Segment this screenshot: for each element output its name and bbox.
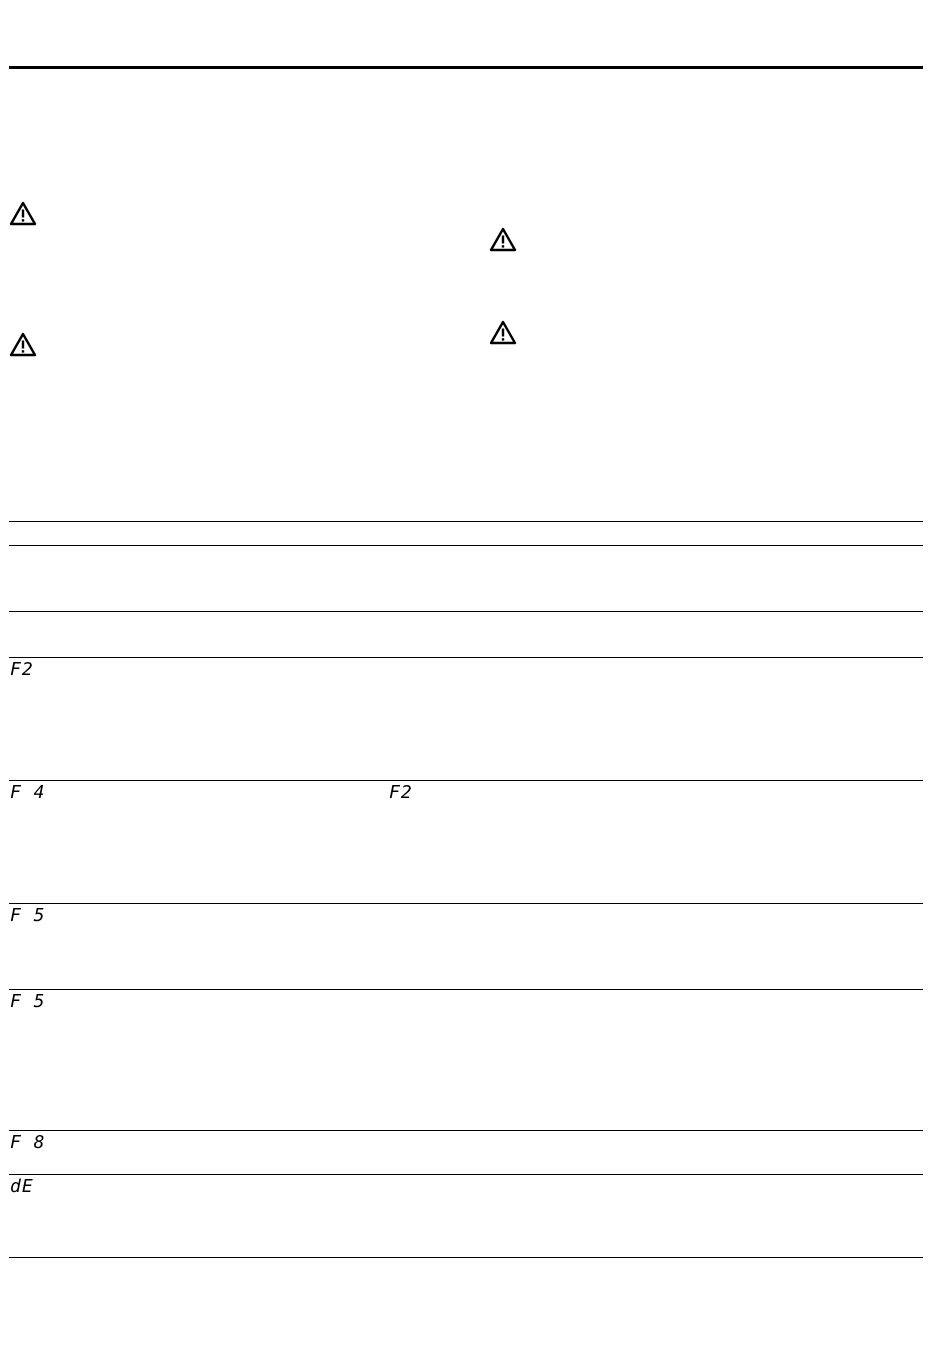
warning-triangle-icon xyxy=(9,332,37,358)
fault-code: F 5 xyxy=(10,991,46,1012)
table-row-divider xyxy=(9,989,923,990)
table-top-rule xyxy=(9,521,923,522)
table-row-divider xyxy=(9,780,923,781)
warning-triangle-icon xyxy=(489,320,517,346)
header-rule xyxy=(9,66,923,69)
fault-code: F 5 xyxy=(10,905,46,926)
table-row-divider xyxy=(9,657,923,658)
table-row-divider xyxy=(9,1130,923,1131)
fault-code: F2 xyxy=(10,659,34,680)
table-row-divider xyxy=(9,611,923,612)
table-row-divider xyxy=(9,903,923,904)
fault-code: F 4 xyxy=(10,782,46,803)
related-fault-code: F2 xyxy=(389,782,413,803)
fault-code: dE xyxy=(10,1176,34,1197)
warning-triangle-icon xyxy=(9,201,37,227)
table-row-divider xyxy=(9,1174,923,1175)
fault-code: F 8 xyxy=(10,1132,46,1153)
table-header-rule xyxy=(9,545,923,546)
warning-triangle-icon xyxy=(489,227,517,253)
table-bottom-rule xyxy=(9,1257,923,1258)
